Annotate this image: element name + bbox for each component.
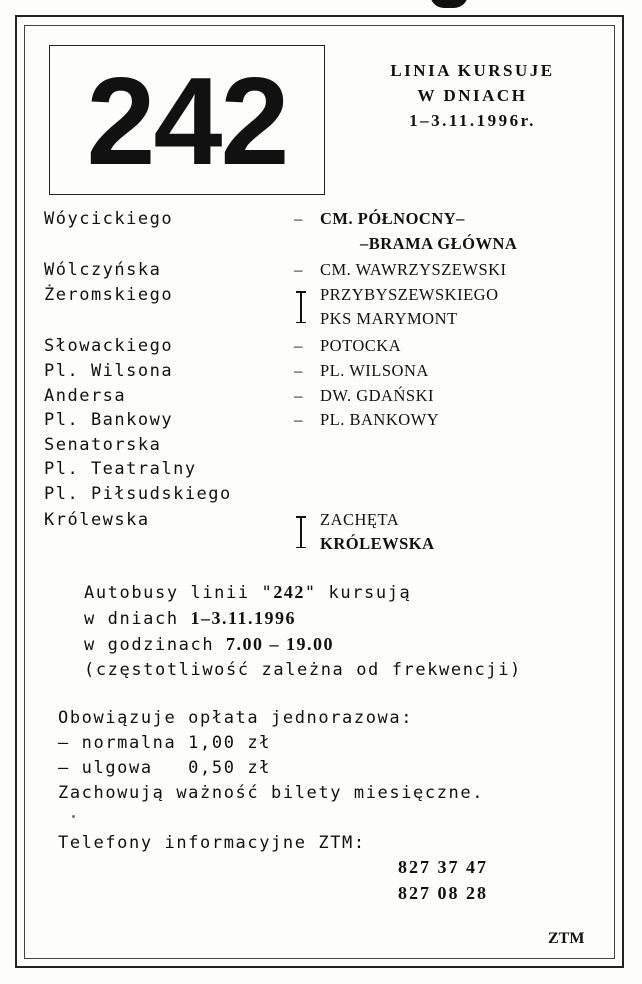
fare-info: [58, 706, 484, 806]
stop-row: [44, 457, 604, 482]
stop-destination: KRÓLEWSKA: [320, 534, 435, 553]
service-info: [84, 580, 522, 683]
service-line-4: (częstotliwość zależna od frekwencji): [84, 660, 522, 680]
dash-marker: –: [294, 260, 303, 279]
street-name: Andersa: [44, 386, 127, 406]
street-name: Pl. Wilsona: [44, 361, 174, 381]
street-name: Królewska: [44, 510, 150, 530]
dash-marker: –: [294, 386, 303, 405]
stop-row: [44, 283, 604, 308]
stop-destination: PL. BANKOWY: [320, 410, 440, 429]
fare-line-2: – normalna 1,00 zł: [58, 733, 272, 753]
note-line-1: LINIA KURSUJE: [390, 61, 555, 80]
stop-row: [44, 359, 604, 384]
dash-marker: –: [294, 209, 303, 228]
street-name: Pl. Piłsudskiego: [44, 484, 232, 504]
street-name: Słowackiego: [44, 336, 174, 356]
stop-destination: ZACHĘTA: [320, 510, 400, 529]
phone-number: 827 08 28: [398, 883, 488, 903]
torn-corner-mark: [430, 0, 468, 8]
phone-number: 827 37 47: [398, 857, 488, 877]
phone-numbers: [398, 854, 488, 906]
fare-line-1: Obowiązuje opłata jednorazowa:: [58, 708, 414, 728]
stop-row: [44, 307, 604, 332]
stop-row: [44, 532, 604, 557]
dash-marker: –: [294, 336, 303, 355]
note-line-3: 1–3.11.1996r.: [409, 111, 536, 130]
stop-destination: PKS MARYMONT: [320, 309, 458, 328]
contact-label: Telefony informacyjne ZTM:: [58, 833, 366, 853]
service-route-number: 242: [273, 582, 305, 602]
stop-row: [44, 408, 604, 433]
dash-marker: –: [294, 361, 303, 380]
stop-row: [44, 232, 604, 257]
stop-destination: –BRAMA GŁÓWNA: [360, 234, 518, 253]
paper-speck: [72, 815, 75, 818]
stop-destination: PRZYBYSZEWSKIEGO: [320, 285, 499, 304]
dash-marker: –: [294, 410, 303, 429]
stop-destination: CM. PÓŁNOCNY–: [320, 209, 465, 228]
stop-row: [44, 207, 604, 232]
stop-destination: POTOCKA: [320, 336, 402, 355]
service-dates-note: [360, 58, 585, 133]
street-name: Pl. Teatralny: [44, 459, 197, 479]
stop-row: [44, 508, 604, 533]
route-number-box: [49, 45, 325, 195]
stop-row: [44, 258, 604, 283]
service-text: Autobusy linii ": [84, 583, 274, 603]
ztm-signature: ZTM: [548, 930, 585, 947]
street-name: Wólczyńska: [44, 260, 162, 280]
service-dates: 1–3.11.1996: [190, 608, 297, 628]
stop-row: [44, 334, 604, 359]
street-name: Żeromskiego: [44, 285, 174, 305]
street-name: Wóycickiego: [44, 209, 174, 229]
stop-row: [44, 482, 604, 507]
fare-line-3: – ulgowa 0,50 zł: [58, 758, 272, 778]
fare-line-4: Zachowują ważność bilety miesięczne.: [58, 783, 485, 803]
service-line-2: [84, 606, 522, 632]
service-text: w dniach: [84, 609, 191, 629]
street-name: Senatorska: [44, 435, 162, 455]
service-text: " kursują: [304, 583, 412, 603]
route-number: 242: [86, 53, 288, 191]
stop-destination: DW. GDAŃSKI: [320, 386, 434, 405]
service-line-3: [84, 632, 522, 658]
note-line-2: W DNIACH: [417, 86, 528, 105]
service-line-1: [84, 580, 522, 606]
stop-destination: PL. WILSONA: [320, 361, 429, 380]
service-hours: 7.00 – 19.00: [226, 634, 335, 654]
service-text: w godzinach: [84, 635, 227, 655]
stop-row: [44, 433, 604, 458]
stop-destination: CM. WAWRZYSZEWSKI: [320, 260, 507, 279]
street-name: Pl. Bankowy: [44, 410, 174, 430]
stop-row: [44, 384, 604, 409]
